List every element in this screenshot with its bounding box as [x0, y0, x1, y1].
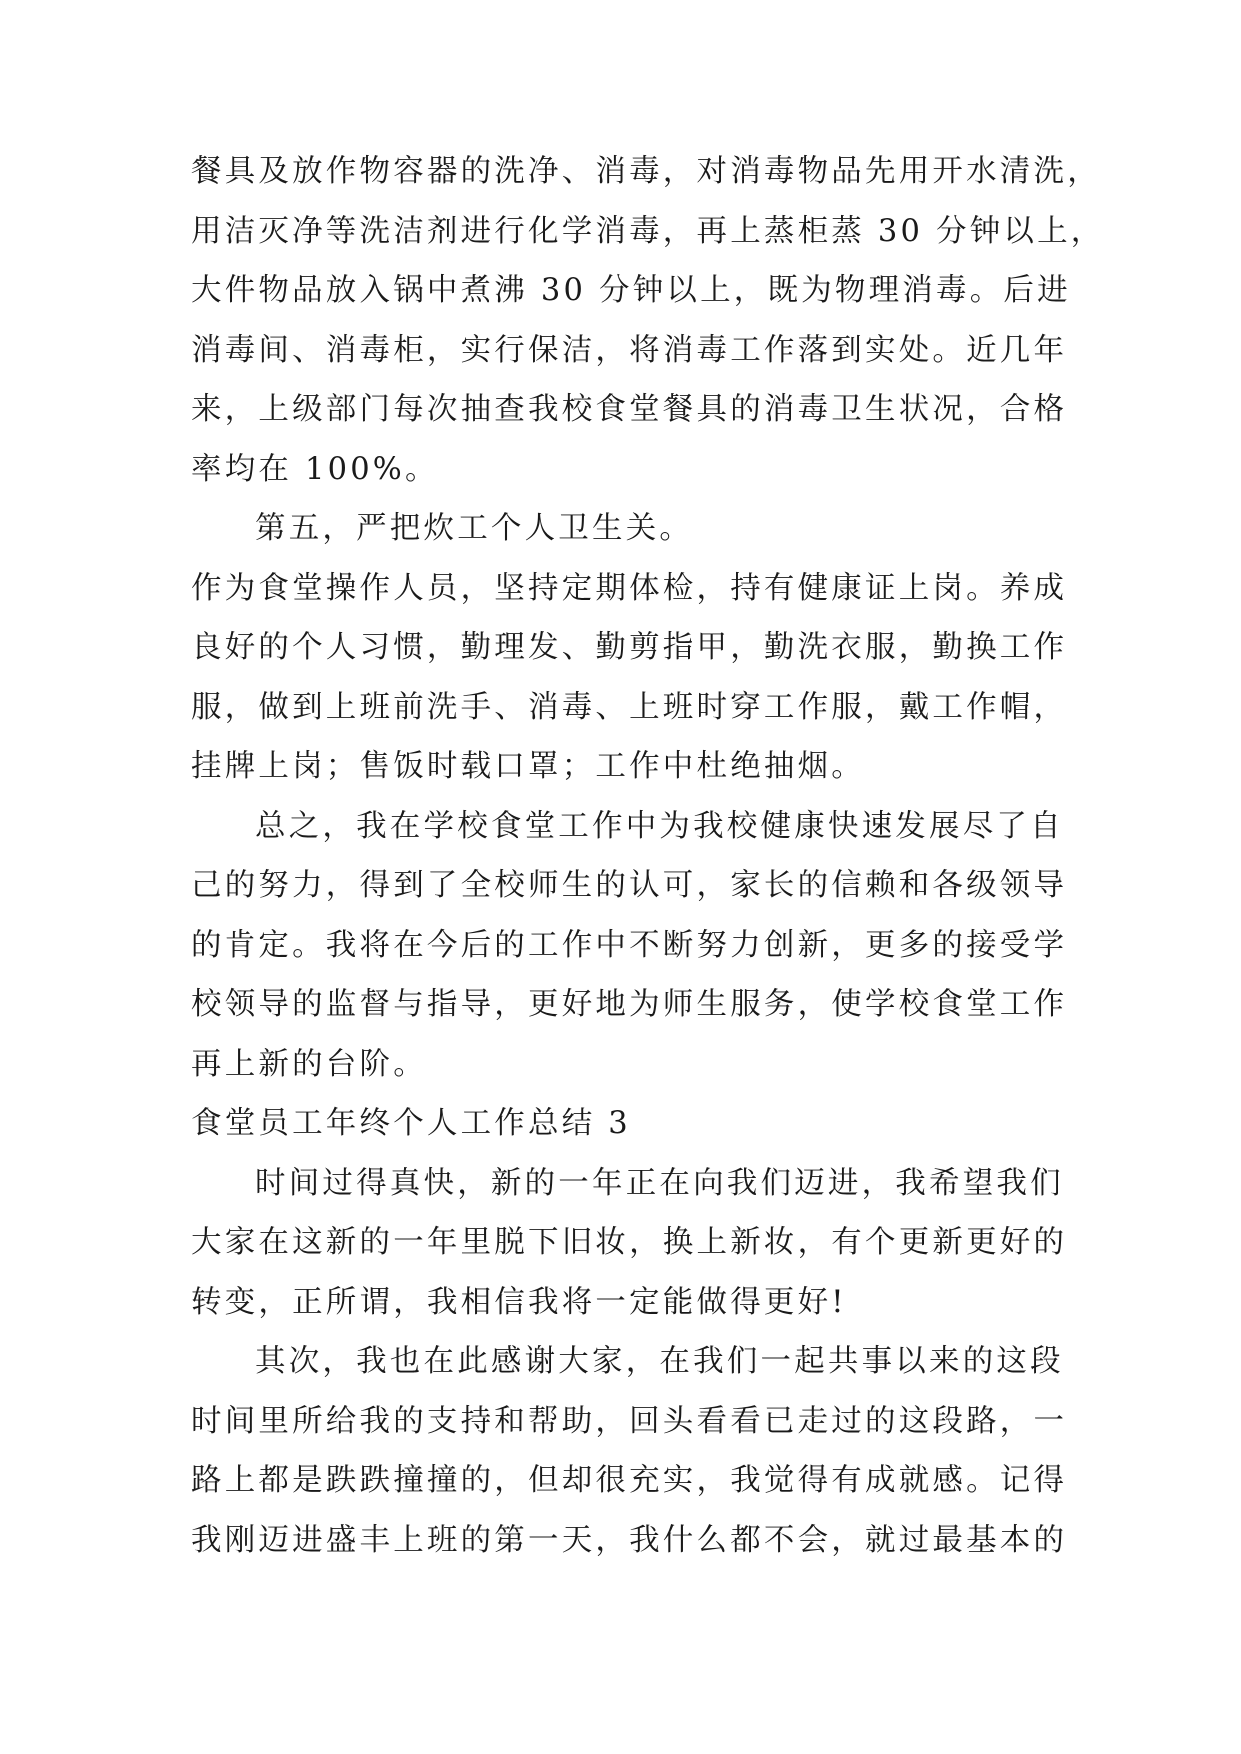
text-line-16: 再上新的台阶。: [191, 1047, 427, 1082]
document-title: 食堂员工年终个人工作总结 3: [191, 1106, 631, 1141]
text-line-24: 我刚迈进盛丰上班的第一天，我什么都不会，就过最基本的: [191, 1523, 1068, 1558]
text-line-3: 大件物品放入锅中煮沸 30 分钟以上，既为物理消毒。后进: [191, 273, 1071, 308]
section-heading-fifth: 第五，严把炊工个人卫生关。: [255, 511, 694, 546]
text-line-13: 己的努力，得到了全校师生的认可，家长的信赖和各级领导: [191, 868, 1068, 903]
text-line-14: 的肯定。我将在今后的工作中不断努力创新，更多的接受学: [191, 928, 1068, 963]
text-line-15: 校领导的监督与指导，更好地为师生服务，使学校食堂工作: [191, 987, 1068, 1022]
text-line-19: 大家在这新的一年里脱下旧妆，换上新妆，有个更新更好的: [191, 1225, 1068, 1260]
text-line-6: 率均在 100%。: [191, 452, 439, 487]
text-line-23: 路上都是跌跌撞撞的，但却很充实，我觉得有成就感。记得: [191, 1463, 1068, 1498]
text-line-22: 时间里所给我的支持和帮助，回头看看已走过的这段路，一: [191, 1404, 1068, 1439]
text-line-20: 转变，正所谓，我相信我将一定能做得更好!: [191, 1285, 847, 1320]
text-line-4: 消毒间、消毒柜，实行保洁，将消毒工作落到实处。近几年: [191, 333, 1068, 368]
text-line-10: 服，做到上班前洗手、消毒、上班时穿工作服，戴工作帽，: [191, 690, 1068, 725]
text-line-18: 时间过得真快，新的一年正在向我们迈进，我希望我们: [255, 1166, 1064, 1201]
text-line-1: 餐具及放作物容器的洗净、消毒，对消毒物品先用开水清洗，: [191, 154, 1101, 189]
text-line-2: 用洁灭净等洗洁剂进行化学消毒，再上蒸柜蒸 30 分钟以上，: [191, 214, 1105, 249]
text-line-9: 良好的个人习惯，勤理发、勤剪指甲，勤洗衣服，勤换工作: [191, 630, 1068, 665]
text-line-21: 其次，我也在此感谢大家，在我们一起共事以来的这段: [255, 1344, 1064, 1379]
text-line-11: 挂牌上岗；售饭时载口罩；工作中杜绝抽烟。: [191, 749, 865, 784]
text-line-8: 作为食堂操作人员，坚持定期体检，持有健康证上岗。养成: [191, 571, 1068, 606]
text-line-5: 来，上级部门每次抽查我校食堂餐具的消毒卫生状况，合格: [191, 392, 1068, 427]
text-line-12: 总之，我在学校食堂工作中为我校健康快速发展尽了自: [255, 809, 1064, 844]
